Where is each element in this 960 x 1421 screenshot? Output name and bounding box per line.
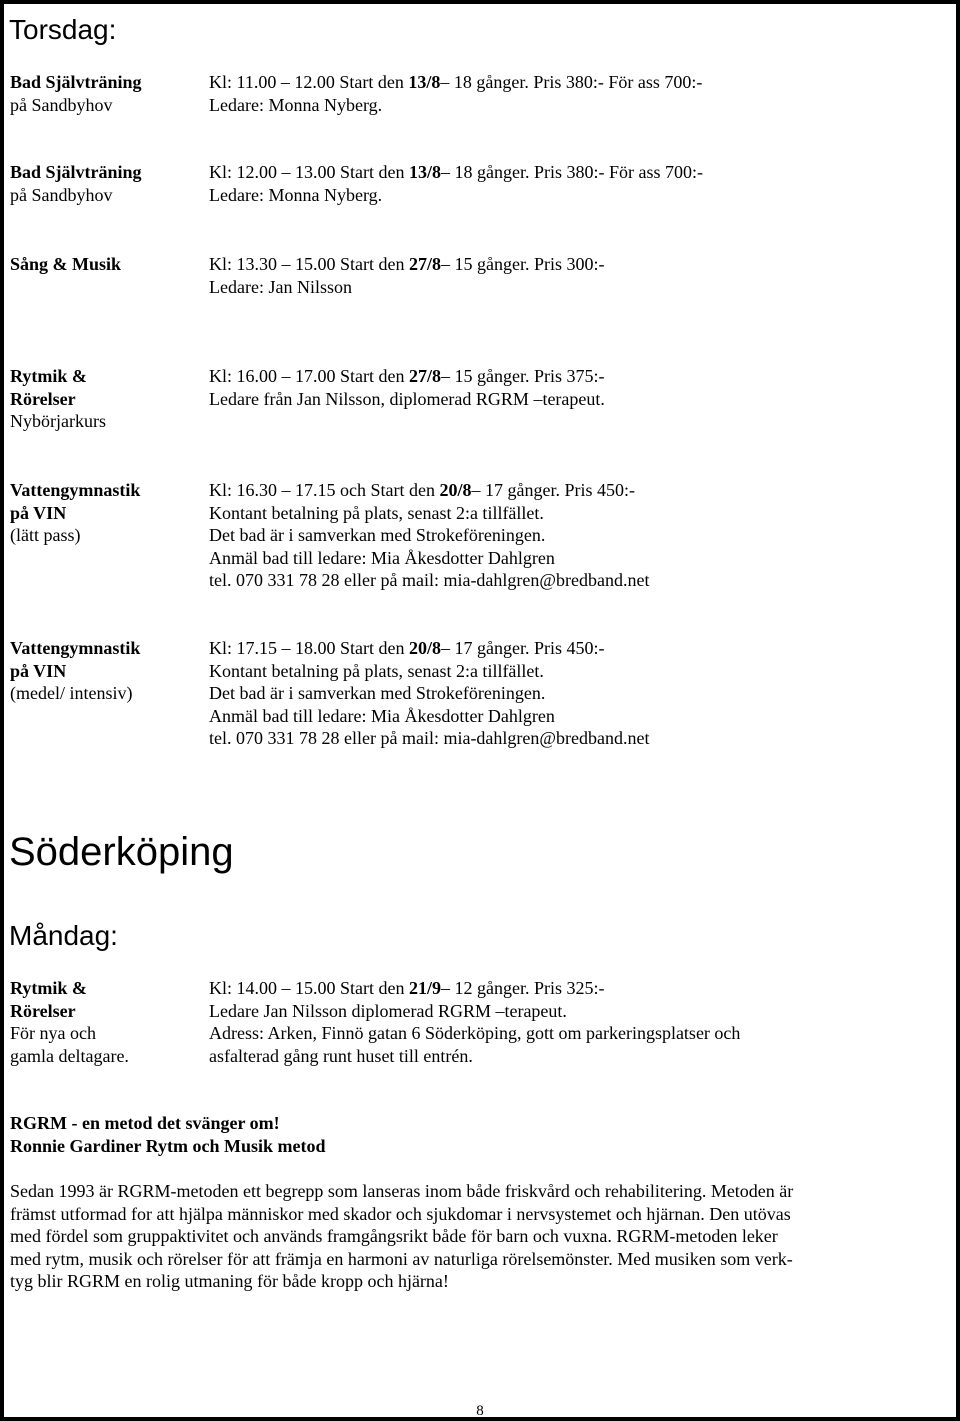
activity-details: Kl: 17.15 – 18.00 Start den 20/8– 17 gånger. Pris 450:- Kontant betalning på plats, senast 2:a tillfället. Det bad är i samverkan med Strokeföreningen. Anmäl bad till ledare: Mia Åkesdotter Dahlgren tel. 070 331 78 28 eller på mail: mia-dahlgren@bredband.net xyxy=(209,637,939,750)
activity-label: Bad Självträning på Sandbyhov xyxy=(10,72,142,115)
time-line: Kl: 11.00 – 12.00 Start den 13/8– 18 gånger. Pris 380:- För ass 700:- xyxy=(209,72,703,92)
time-line: Kl: 17.15 – 18.00 Start den 20/8– 17 gånger. Pris 450:- xyxy=(209,638,605,658)
activity-details: Kl: 16.00 – 17.00 Start den 27/8– 15 gånger. Pris 375:- Ledare från Jan Nilsson, diplomerad RGRM –terapeut. xyxy=(209,365,939,410)
activity-details: Kl: 14.00 – 15.00 Start den 21/9– 12 gånger. Pris 325:- Ledare Jan Nilsson diplomerad RGRM –terapeut. Adress: Arken, Finnö gatan 6 Söderköping, gott om parkeringsplatser och asfalterad gång runt huset till entrén. xyxy=(209,977,939,1067)
day-heading-torsdag: Torsdag: xyxy=(9,14,117,45)
rgrm-paragraph: Sedan 1993 är RGRM-metoden ett begrepp som lanseras inom både friskvård och rehabilitering. Metoden är främst utformad for att hjälpa människor med skador och sjukdomar i nervsystemet och hjärnan. Den utövas med fördel som gruppaktivitet och används framgångsrikt både för barn och vuxna. RGRM-metoden leker med rytm, musik och rörelser för att främja en harmoni av naturliga rörelsemönster. Med musiken som verk- tyg blir RGRM en rolig utmaning för både kropp och hjärna! xyxy=(10,1181,794,1291)
activity-details: Kl: 12.00 – 13.00 Start den 13/8– 18 gånger. Pris 380:- För ass 700:- Ledare: Monna Nyberg. xyxy=(209,161,939,206)
email-line: tel. 070 331 78 28 eller på mail: mia-dahlgren@bredband.net xyxy=(209,570,650,590)
email-line: tel. 070 331 78 28 eller på mail: mia-dahlgren@bredband.net xyxy=(209,728,650,748)
time-line: Kl: 14.00 – 15.00 Start den 21/9– 12 gånger. Pris 325:- xyxy=(209,978,605,998)
activity-details: Kl: 16.30 – 17.15 och Start den 20/8– 17 gånger. Pris 450:- Kontant betalning på plats, senast 2:a tillfället. Det bad är i samverkan med Strokeföreningen. Anmäl bad till ledare: Mia Åkesdotter Dahlgren tel. 070 331 78 28 eller på mail: mia-dahlgren@bredband.net xyxy=(209,479,939,592)
activity-label: Rytmik & Rörelser Nybörjarkurs xyxy=(10,366,106,431)
page-number: 8 xyxy=(476,1403,484,1419)
time-line: Kl: 16.00 – 17.00 Start den 27/8– 15 gånger. Pris 375:- xyxy=(209,366,605,386)
town-heading: Söderköping xyxy=(9,830,234,874)
activity-label: Vattengymnastik på VIN (lätt pass) xyxy=(10,480,141,545)
activity-label: Sång & Musik xyxy=(10,254,122,274)
day-heading-mandag: Måndag: xyxy=(9,920,118,951)
activity-details: Kl: 11.00 – 12.00 Start den 13/8– 18 gånger. Pris 380:- För ass 700:- Ledare: Monna Nyberg. xyxy=(209,71,939,116)
time-line: Kl: 13.30 – 15.00 Start den 27/8– 15 gånger. Pris 300:- xyxy=(209,254,605,274)
time-line: Kl: 16.30 – 17.15 och Start den 20/8– 17 gånger. Pris 450:- xyxy=(209,480,636,500)
activity-details: Kl: 13.30 – 15.00 Start den 27/8– 15 gånger. Pris 300:- Ledare: Jan Nilsson xyxy=(209,253,939,298)
rgrm-title: RGRM - en metod det svänger om! Ronnie Gardiner Rytm och Musik metod xyxy=(10,1113,326,1156)
activity-label: Vattengymnastik på VIN (medel/ intensiv) xyxy=(10,638,141,703)
time-line: Kl: 12.00 – 13.00 Start den 13/8– 18 gånger. Pris 380:- För ass 700:- xyxy=(209,162,704,182)
activity-label: Bad Självträning på Sandbyhov xyxy=(10,162,142,205)
activity-label: Rytmik & Rörelser För nya och gamla deltagare. xyxy=(10,978,129,1066)
